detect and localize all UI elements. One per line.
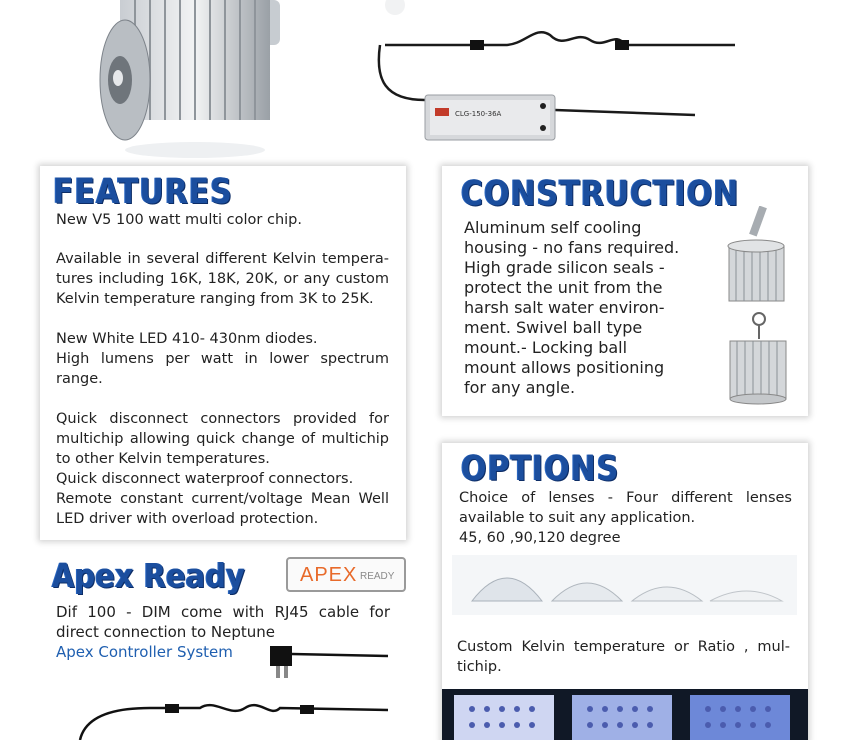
features-driver-text: Remote constant current/voltage Mean Well LED driver with overload protection. bbox=[56, 491, 389, 527]
options-heading: OPTIONS bbox=[461, 449, 620, 490]
light-fixture-image bbox=[90, 0, 300, 160]
apex-logo-main: APEX bbox=[300, 564, 358, 586]
fixture-hanging-image bbox=[724, 311, 794, 406]
features-lumens-text: High lumens per watt in lower spectrum range. bbox=[56, 351, 389, 387]
construction-text: Aluminum self cooling housing - no fans required. High grade silicon seals - protect the unit from the harsh salt water environ-ment. Swivel ball type mount.- Locking ball mount allows positioning for any angle. bbox=[464, 218, 680, 397]
features-waterproof-text: Quick disconnect waterproof connectors. bbox=[56, 471, 354, 487]
options-lenses-text: Choice of lenses - Four different lenses available to suit any application. bbox=[459, 490, 792, 526]
options-kelvin-text: Custom Kelvin temperature or Ratio , mul-tichip. bbox=[457, 639, 790, 675]
features-panel bbox=[40, 166, 406, 540]
apex-description-text: Dif 100 - DIM come with RJ45 cable for direct connection to Neptune bbox=[56, 603, 390, 641]
led-driver-image bbox=[375, 0, 745, 160]
features-heading: FEATURES bbox=[53, 172, 233, 213]
lens-options-image bbox=[452, 555, 797, 615]
features-white-led-text: New White LED 410- 430nm diodes. bbox=[56, 331, 318, 347]
apex-ready-heading: Apex Ready bbox=[52, 556, 245, 596]
features-quick-disconnect-text: Quick disconnect connectors provided for multichip allowing quick change of multichip to other Kelvin temperatures. bbox=[56, 411, 389, 467]
construction-heading: CONSTRUCTION bbox=[461, 174, 740, 215]
multichip-image bbox=[442, 689, 808, 740]
features-kelvin-text: Available in several different Kelvin tempera-tures including 16K, 18K, 20K, or any custom Kelvin temperature ranging from 3K to 25K. bbox=[56, 251, 389, 307]
fixture-side-image bbox=[724, 206, 794, 306]
rj45-cable-image bbox=[70, 638, 390, 740]
apex-controller-link[interactable]: Apex Controller System bbox=[56, 643, 233, 661]
apex-ready-logo bbox=[286, 557, 406, 592]
driver-model-label: CLG-150-36A bbox=[455, 110, 502, 118]
features-chip-text: New V5 100 watt multi color chip. bbox=[56, 212, 302, 228]
apex-logo-sub: READY bbox=[360, 571, 395, 582]
options-panel bbox=[442, 443, 808, 740]
construction-panel bbox=[442, 166, 808, 416]
options-degrees-text: 45, 60 ,90,120 degree bbox=[459, 530, 621, 546]
